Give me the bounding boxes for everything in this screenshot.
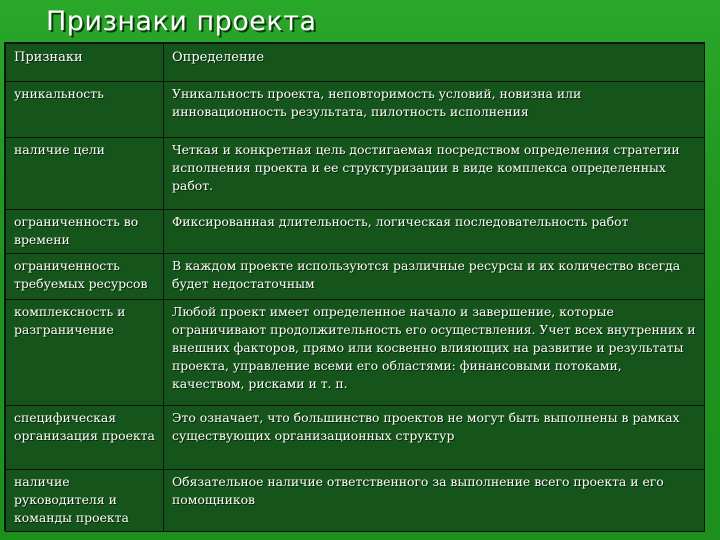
features-table [5, 43, 705, 532]
table-row [6, 406, 705, 470]
table-row [6, 254, 705, 300]
feature-definition: В каждом проекте используются различные ресурсы и их количество всегда будет недостаточным [164, 254, 705, 300]
feature-name: специфическая организация проекта [6, 406, 164, 470]
feature-name: наличие цели [6, 138, 164, 210]
feature-definition: Обязательное наличие ответственного за выполнение всего проекта и его помощников [164, 470, 705, 532]
feature-name: наличие руководителя и команды проекта [6, 470, 164, 532]
table-row [6, 300, 705, 406]
feature-definition: Фиксированная длительность, логическая последовательность работ [164, 210, 705, 254]
feature-name: ограниченность во времени [6, 210, 164, 254]
feature-definition: Уникальность проекта, неповторимость условий, новизна или инновационность результата, пилотность исполнения [164, 82, 705, 138]
slide-title: Признаки проекта [46, 6, 317, 37]
feature-definition: Четкая и конкретная цель достигаемая посредством определения стратегии исполнения проекта и ее структуризации в виде комплекса определенных работ. [164, 138, 705, 210]
table-row [6, 210, 705, 254]
header-features: Признаки [6, 44, 164, 82]
table-row [6, 470, 705, 532]
feature-definition: Любой проект имеет определенное начало и завершение, которые ограничивают продолжительность его осуществления. Учет всех внутренних и внешних факторов, прямо или косвенно влияющих на развитие и результаты проекта, управление всеми его областями: финансовыми потоками, качеством, рисками и т. п. [164, 300, 705, 406]
features-table-container [4, 42, 705, 531]
header-definition: Определение [164, 44, 705, 82]
table-row [6, 82, 705, 138]
table-header-row [6, 44, 705, 82]
feature-name: ограниченность требуемых ресурсов [6, 254, 164, 300]
feature-definition: Это означает, что большинство проектов не могут быть выполнены в рамках существующих организационных структур [164, 406, 705, 470]
feature-name: комплексность и разграничение [6, 300, 164, 406]
table-row [6, 138, 705, 210]
feature-name: уникальность [6, 82, 164, 138]
